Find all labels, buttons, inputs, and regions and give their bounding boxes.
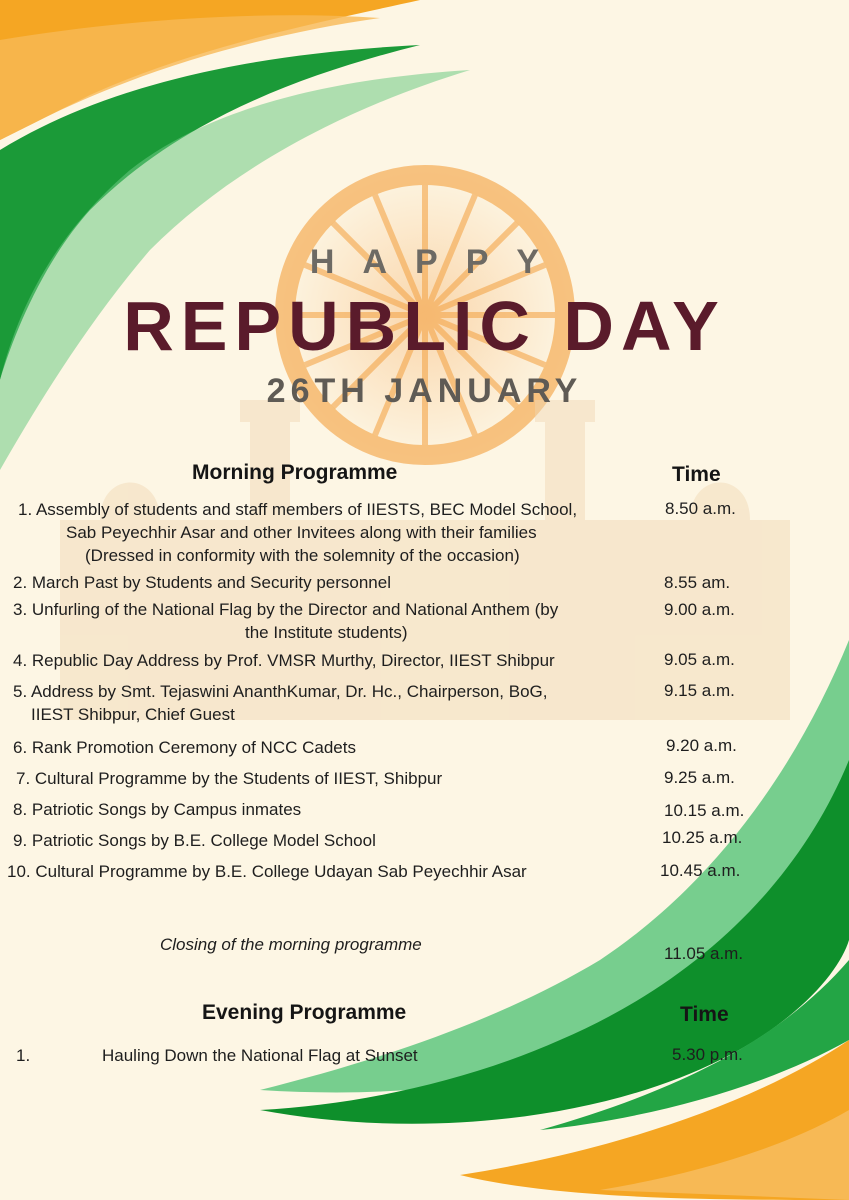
happy-heading: HAPPY <box>309 243 568 281</box>
morning-closing-label: Closing of the morning programme <box>160 935 422 954</box>
morning-programme-heading: Morning Programme <box>192 461 398 484</box>
evening-programme-heading: Evening Programme <box>202 1001 407 1024</box>
morning-item-3-time: 9.00 a.m. <box>664 600 735 619</box>
morning-item-9-time: 10.25 a.m. <box>662 828 743 847</box>
morning-item-5-line-1: 5. Address by Smt. Tejaswini AnanthKumar, Dr. Hc., Chairperson, BoG, <box>13 682 548 701</box>
evening-item-1-text: Hauling Down the National Flag at Sunset <box>102 1046 418 1065</box>
morning-item-2-time: 8.55 am. <box>664 573 731 592</box>
morning-item-2-line-1: 2. March Past by Students and Security personnel <box>13 573 391 592</box>
morning-item-1-time: 8.50 a.m. <box>665 499 736 518</box>
morning-item-1-line-1: 1. Assembly of students and staff members of IIESTS, BEC Model School, <box>18 500 578 519</box>
evening-item-1-number: 1. <box>16 1046 31 1065</box>
morning-item-5-line-2: IIEST Shibpur, Chief Guest <box>31 705 235 724</box>
morning-item-6-time: 9.20 a.m. <box>666 736 737 755</box>
evening-item-1-time: 5.30 p.m. <box>672 1045 743 1064</box>
morning-item-4-time: 9.05 a.m. <box>664 650 735 669</box>
date-subtitle: 26TH JANUARY <box>266 372 583 410</box>
morning-item-3-line-1: 3. Unfurling of the National Flag by the Director and National Anthem (by <box>13 600 559 619</box>
morning-item-4-line-1: 4. Republic Day Address by Prof. VMSR Murthy, Director, IIEST Shibpur <box>13 651 555 670</box>
morning-item-7-line-1: 7. Cultural Programme by the Students of IIEST, Shibpur <box>16 769 443 788</box>
morning-item-10-time: 10.45 a.m. <box>660 861 741 880</box>
morning-item-1-line-3: (Dressed in conformity with the solemnity of the occasion) <box>85 546 520 565</box>
morning-closing-time: 11.05 a.m. <box>664 944 744 963</box>
morning-item-8-time: 10.15 a.m. <box>664 801 745 820</box>
morning-time-heading: Time <box>672 463 721 486</box>
evening-time-heading: Time <box>680 1003 729 1026</box>
morning-item-3-line-2: the Institute students) <box>245 623 408 642</box>
morning-item-5-time: 9.15 a.m. <box>664 681 735 700</box>
morning-item-7-time: 9.25 a.m. <box>664 768 735 787</box>
morning-item-8-line-1: 8. Patriotic Songs by Campus inmates <box>13 800 302 819</box>
morning-item-9-line-1: 9. Patriotic Songs by B.E. College Model School <box>13 831 376 850</box>
republic-day-title: REPUBLIC DAY <box>123 287 726 365</box>
morning-item-6-line-1: 6. Rank Promotion Ceremony of NCC Cadets <box>13 738 356 757</box>
morning-item-1-line-2: Sab Peyechhir Asar and other Invitees along with their families <box>66 523 537 542</box>
morning-item-10-line-1: 10. Cultural Programme by B.E. College Udayan Sab Peyechhir Asar <box>7 862 527 881</box>
